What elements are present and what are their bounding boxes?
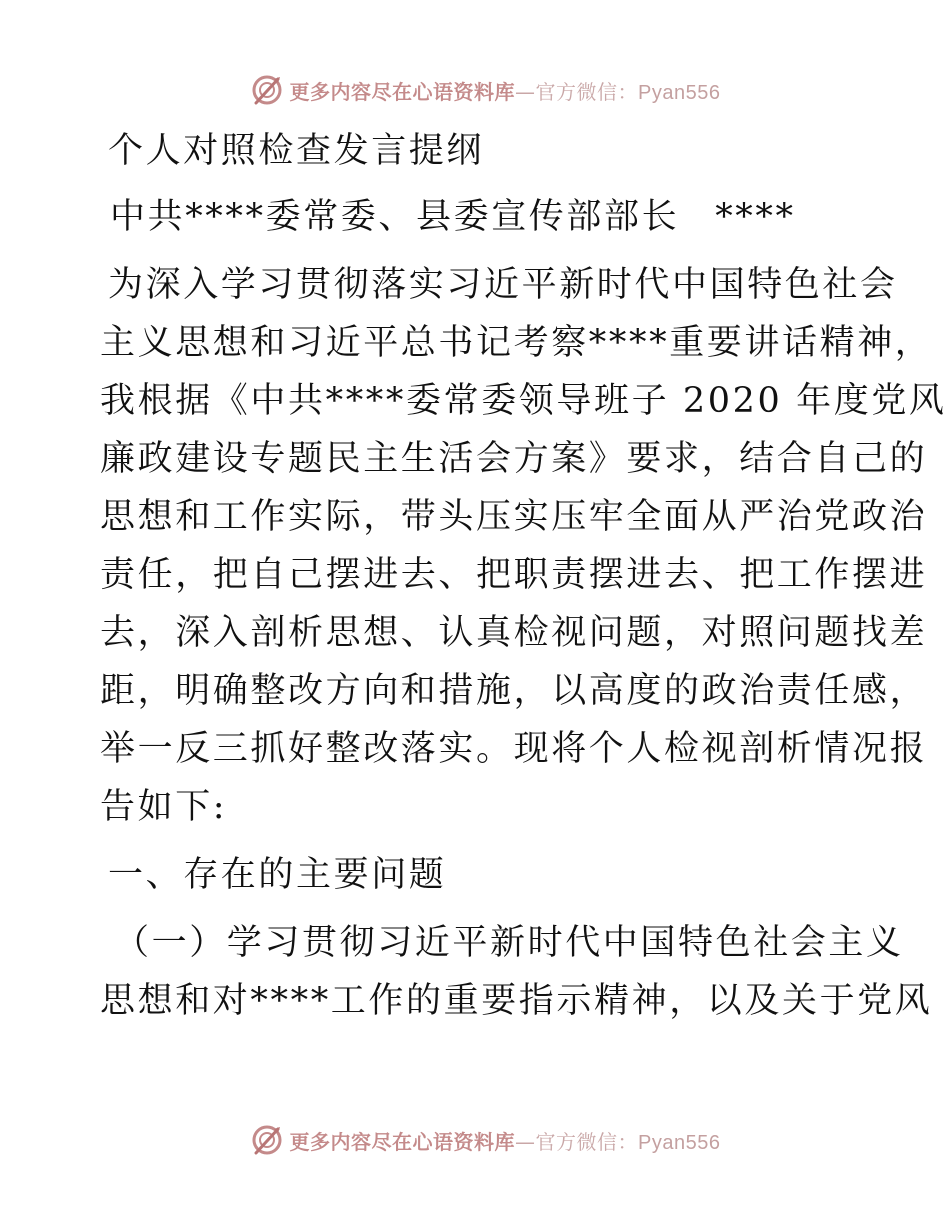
subsection-paragraph — [100, 914, 933, 1030]
author-title: 中共****委常委、县委宣传部部长 — [110, 197, 680, 237]
watermark-main: 更多内容尽在心语资料库 — [289, 79, 516, 104]
author-line — [100, 188, 860, 246]
paragraph-line: 思想和工作实际，带头压实压牢全面从严治党政治 — [100, 497, 928, 537]
paragraph-line: 廉政建设专题民主生活会方案》要求，结合自己的 — [100, 439, 928, 479]
watermark-footer-text — [290, 1126, 721, 1155]
watermark-footer-inner — [250, 1123, 721, 1157]
watermark-header-inner — [250, 73, 721, 107]
paragraph-line: 为深入学习贯彻落实习近平新时代中国特色社会 — [108, 265, 898, 305]
watermark-footer — [0, 1122, 950, 1158]
paragraph-line: 举一反三抓好整改落实。现将个人检视剖析情况报 — [100, 729, 928, 769]
watermark-id: Pyan556 — [638, 1131, 721, 1154]
paragraph-line: 去，深入剖析思想、认真检视问题，对照问题找差 — [100, 613, 928, 653]
paragraph-line: 思想和对****工作的重要指示精神，以及关于党风 — [100, 981, 933, 1021]
watermark-header-text — [290, 76, 721, 105]
document-body — [100, 122, 947, 1030]
paragraph-line: 我根据《中共****委常委领导班子 2020 年度党风 — [100, 381, 947, 421]
watermark-header — [0, 72, 950, 108]
watermark-main: 更多内容尽在心语资料库 — [289, 1129, 516, 1154]
watermark-id: Pyan556 — [638, 81, 721, 104]
author-name: **** — [715, 197, 796, 237]
pen-logo-icon — [250, 1123, 284, 1157]
paragraph-line: 距，明确整改方向和措施，以高度的政治责任感， — [100, 671, 928, 711]
paragraph-line: 告如下: — [100, 787, 228, 827]
paragraph-line: 主义思想和习近平总书记考察****重要讲话精神， — [100, 323, 933, 363]
section-heading: 一、存在的主要问题 — [108, 855, 447, 895]
document-title: 个人对照检查发言提纲 — [108, 131, 485, 171]
watermark-sub: —官方微信： — [515, 1129, 639, 1154]
watermark-sub: —官方微信： — [515, 79, 639, 104]
paragraph-line: 责任，把自己摆进去、把职责摆进去、把工作摆进 — [100, 555, 928, 595]
paragraph-line: （一）学习贯彻习近平新时代中国特色社会主义 — [114, 923, 904, 963]
intro-paragraph — [100, 256, 947, 836]
pen-logo-icon — [250, 73, 284, 107]
